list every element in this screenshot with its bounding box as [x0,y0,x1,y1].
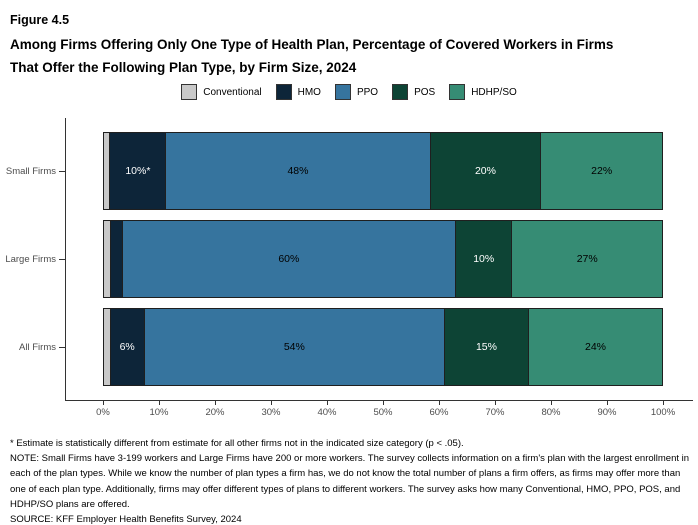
segment-all-firms-pos [445,308,529,386]
segment-value-label: 22% [591,165,613,177]
segment-large-firms-hdhp-so [512,220,663,298]
bar-large-firms [103,220,663,298]
y-axis-tick [59,259,65,260]
bar-all-firms [103,308,663,386]
y-axis-tick [59,347,65,348]
x-axis-tick [327,400,328,405]
x-axis-tick [495,400,496,405]
segment-small-firms-hmo [110,132,166,210]
legend-label-pos: POS [414,86,436,98]
x-axis-tick-label: 0% [96,407,110,418]
segment-all-firms-hmo [111,308,145,386]
footnote-note: NOTE: Small Firms have 3-199 workers and Large Firms have 200 or more workers. The survey collects information on a firm's plan with the largest enrollment in each of the plan types. While we know the number of plan types a firm has, we do not know the total number of plans a firm offers, as firms may offer more than one of each plan type. Additionally, firms may offer different types of plans to different workers. The survey asks how many Conventional, HMO, PPO, POS, and HDHP/SO plans are offered. [10,453,690,510]
x-axis-tick [215,400,216,405]
x-axis-tick [103,400,104,405]
segment-value-label: 15% [475,341,497,353]
x-axis-tick-label: 10% [149,407,169,418]
bar-small-firms [103,132,663,210]
x-axis-tick [271,400,272,405]
y-axis-tick [59,171,65,172]
legend-item-conventional [181,84,261,100]
legend-item-ppo [335,84,378,100]
segment-all-firms-ppo [145,308,445,386]
segment-value-label: 24% [585,341,607,353]
segment-all-firms-hdhp-so [529,308,663,386]
figure-title-line-1: Among Firms Offering Only One Type of Health Plan, Percentage of Covered Workers in Firms [10,37,614,52]
x-axis-tick [663,400,664,405]
legend-item-pos [392,84,435,100]
segment-value-label: 20% [474,165,496,177]
x-axis-tick-label: 30% [261,407,281,418]
x-axis-tick-label: 100% [650,407,676,418]
segment-value-label: 10%* [125,165,151,177]
segment-small-firms-hdhp-so [541,132,663,210]
x-axis-tick [439,400,440,405]
figure-title [10,33,613,79]
segment-value-label: 10% [473,253,495,265]
y-axis-line [65,118,66,401]
segment-value-label: 6% [119,341,135,353]
x-axis-tick-label: 20% [205,407,225,418]
figure-title-line-2: That Offer the Following Plan Type, by Firm Size, 2024 [10,60,357,75]
legend-swatch-pos [392,84,408,100]
legend-item-hmo [276,84,321,100]
legend-swatch-hmo [276,84,292,100]
segment-small-firms-pos [431,132,542,210]
category-label-all-firms: All Firms [19,342,56,353]
figure-number: Figure 4.5 [10,13,70,27]
x-axis-tick [551,400,552,405]
footnote-source: SOURCE: KFF Employer Health Benefits Survey, 2024 [10,514,242,525]
legend-label-hdhp-so: HDHP/SO [471,86,517,98]
segment-small-firms-conventional [103,132,110,210]
segment-small-firms-ppo [166,132,430,210]
x-axis-tick-label: 90% [597,407,617,418]
segment-value-label: 54% [283,341,305,353]
legend-label-hmo: HMO [297,86,321,98]
legend-swatch-hdhp-so [449,84,465,100]
segment-all-firms-conventional [103,308,111,386]
legend-label-conventional: Conventional [203,86,262,98]
x-axis-tick [607,400,608,405]
segment-value-label: 48% [287,165,309,177]
x-axis-tick [159,400,160,405]
footnotes [10,436,694,525]
x-axis-tick-label: 50% [373,407,393,418]
segment-large-firms-pos [456,220,512,298]
x-axis-tick-label: 80% [541,407,561,418]
x-axis-tick-label: 60% [429,407,449,418]
legend-swatch-ppo [335,84,351,100]
segment-large-firms-hmo [111,220,123,298]
x-axis-tick-label: 40% [317,407,337,418]
segment-value-label: 60% [278,253,300,265]
segment-large-firms-ppo [123,220,456,298]
legend-item-hdhp-so [449,84,517,100]
chart-legend [0,84,698,100]
segment-value-label: 27% [576,253,598,265]
category-label-large-firms: Large Firms [5,254,56,265]
legend-swatch-conventional [181,84,197,100]
legend-label-ppo: PPO [356,86,379,98]
x-axis-tick [383,400,384,405]
category-label-small-firms: Small Firms [5,166,56,177]
segment-large-firms-conventional [103,220,111,298]
footnote-asterisk: * Estimate is statistically different from estimate for all other firms not in the indicated size category (p < .05). [10,438,464,449]
x-axis-tick-label: 70% [485,407,505,418]
